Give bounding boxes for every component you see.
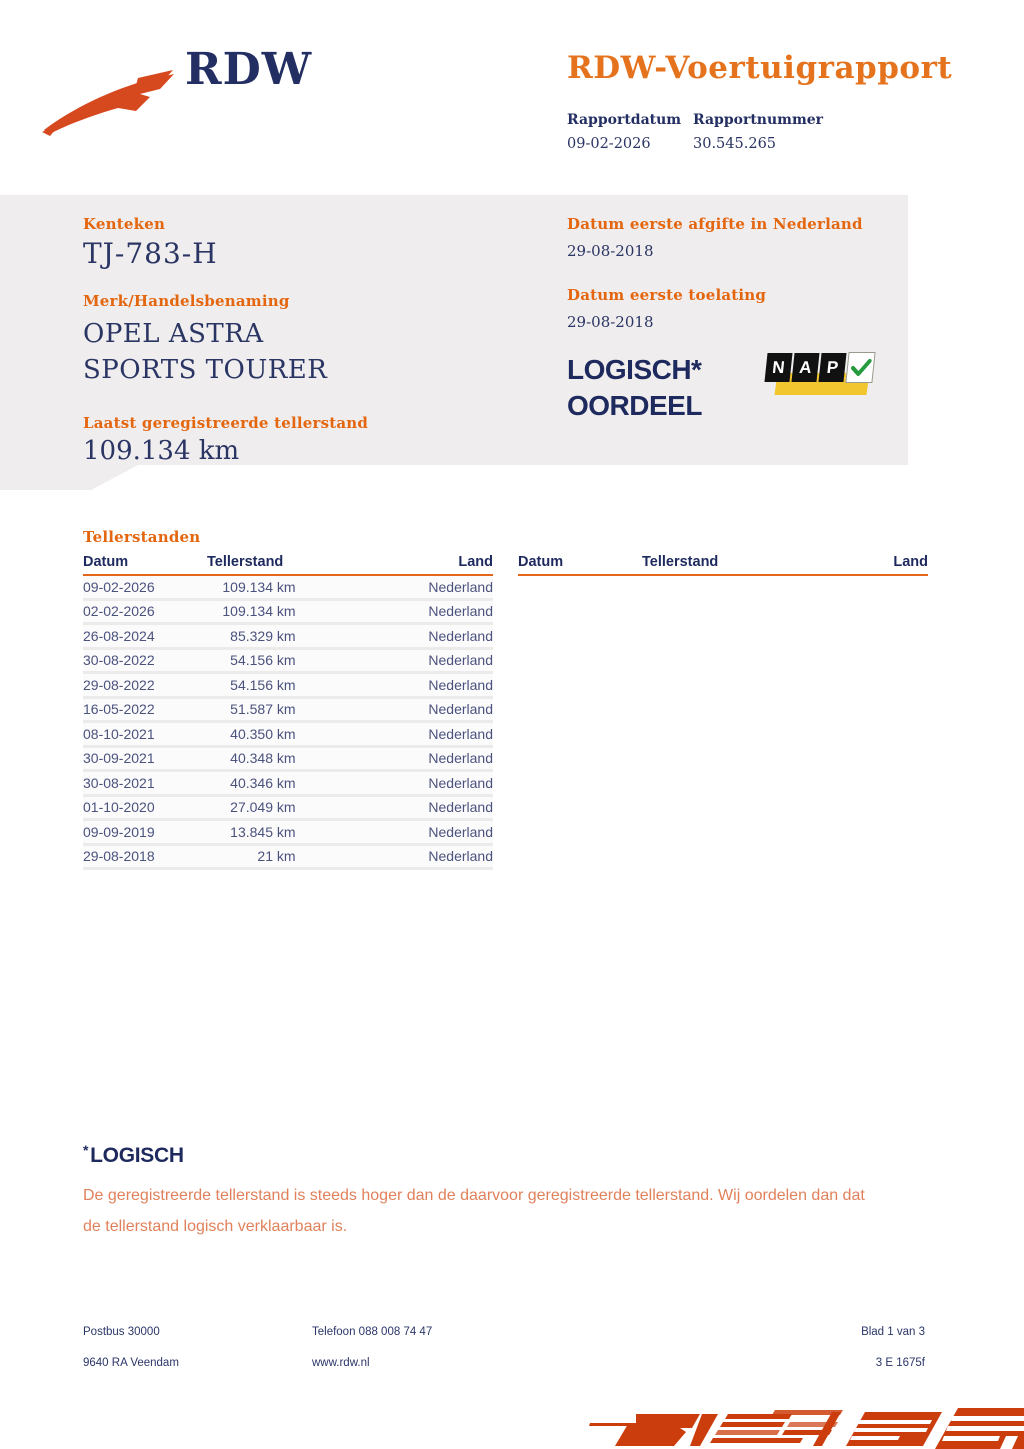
- cell-datum: 26-08-2024: [83, 627, 155, 644]
- cell-tellerstand: 109.134 km: [222, 578, 296, 595]
- tellerstand-value: 109.134 km: [83, 436, 240, 466]
- table-header: [83, 554, 493, 576]
- nap-letter-a: A: [791, 353, 819, 382]
- table-row: [83, 772, 493, 797]
- toelating-label: Datum eerste toelating: [567, 286, 767, 304]
- cell-tellerstand: 40.350 km: [230, 725, 296, 742]
- cell-datum: 16-05-2022: [83, 701, 155, 718]
- table-row: [83, 723, 493, 748]
- table-row: [83, 748, 493, 773]
- report-date-label: Rapportdatum: [567, 112, 682, 128]
- nap-logo: [766, 353, 876, 405]
- table-row: [83, 601, 493, 626]
- col-header-land: Land: [893, 554, 928, 570]
- table-row: [83, 699, 493, 724]
- tellerstand-label: Laatst geregistreerde tellerstand: [83, 414, 369, 432]
- report-number-label: Rapportnummer: [693, 112, 824, 128]
- cell-datum: 30-08-2021: [83, 774, 155, 791]
- meter-table-rows: [83, 576, 493, 870]
- merk-label: Merk/Handelsbenaming: [83, 292, 290, 310]
- vehicle-right-column: [567, 215, 927, 331]
- oordeel-line-1: LOGISCH*: [567, 354, 702, 385]
- cell-datum: 30-08-2022: [83, 652, 155, 669]
- cell-tellerstand: 40.346 km: [230, 774, 296, 791]
- table-row: [83, 797, 493, 822]
- col-header-tellerstand: Tellerstand: [642, 554, 719, 570]
- panel-corner-shape: [0, 465, 138, 490]
- afgifte-label: Datum eerste afgifte in Nederland: [567, 215, 863, 233]
- rdw-feather-icon: [40, 56, 180, 136]
- logisch-explanation: [83, 1142, 883, 1242]
- cell-land: Nederland: [428, 750, 493, 767]
- nap-letter-p: P: [818, 353, 846, 382]
- tellerstanden-title: Tellerstanden: [83, 528, 201, 546]
- nap-letter-n: N: [764, 353, 792, 382]
- cell-datum: 01-10-2020: [83, 799, 155, 816]
- cell-land: Nederland: [428, 725, 493, 742]
- cell-land: Nederland: [428, 799, 493, 816]
- cell-tellerstand: 51.587 km: [230, 701, 296, 718]
- cell-land: Nederland: [428, 652, 493, 669]
- footer-website: www.rdw.nl: [312, 1357, 370, 1369]
- toelating-date: 29-08-2018: [567, 313, 654, 331]
- explanation-heading-text: LOGISCH: [90, 1144, 184, 1167]
- kenteken-value: TJ-783-H: [83, 237, 218, 270]
- merk-value: [83, 316, 503, 388]
- table-row: [83, 674, 493, 699]
- report-date-value: 09-02-2026: [567, 136, 651, 152]
- kenteken-label: Kenteken: [83, 215, 166, 233]
- page-footer: [83, 1326, 925, 1388]
- col-header-datum: Datum: [518, 554, 564, 570]
- cell-tellerstand: 27.049 km: [230, 799, 296, 816]
- table-row: [83, 846, 493, 871]
- footer-address-line2: 9640 RA Veendam: [83, 1357, 179, 1369]
- cell-land: Nederland: [428, 578, 493, 595]
- cell-datum: 08-10-2021: [83, 725, 155, 742]
- cell-land: Nederland: [428, 848, 493, 865]
- meter-table-left: [83, 554, 493, 870]
- merk-line-1: OPEL ASTRA: [83, 319, 264, 349]
- cell-tellerstand: 54.156 km: [230, 652, 296, 669]
- cell-datum: 30-09-2021: [83, 750, 155, 767]
- nap-checkmark-icon: [845, 352, 875, 383]
- table-row: [83, 821, 493, 846]
- col-header-datum: Datum: [83, 554, 129, 570]
- table-row: [83, 650, 493, 675]
- footer-phone: Telefoon 088 008 74 47: [312, 1326, 433, 1338]
- col-header-tellerstand: Tellerstand: [207, 554, 284, 570]
- cell-datum: 29-08-2018: [83, 848, 155, 865]
- cell-datum: 29-08-2022: [83, 676, 155, 693]
- rdw-stripes-graphic: [560, 1390, 1024, 1449]
- cell-tellerstand: 85.329 km: [230, 627, 296, 644]
- table-row: [83, 576, 493, 601]
- asterisk-mark: *: [83, 1142, 89, 1158]
- footer-address-line1: Postbus 30000: [83, 1326, 160, 1338]
- cell-land: Nederland: [428, 676, 493, 693]
- explanation-heading: [83, 1142, 883, 1168]
- tellerstanden-section: [83, 528, 928, 870]
- vehicle-left-column: [83, 215, 503, 466]
- meter-table-right: [518, 554, 928, 870]
- table-row: [83, 625, 493, 650]
- cell-tellerstand: 54.156 km: [230, 676, 296, 693]
- cell-tellerstand: 21 km: [257, 848, 296, 865]
- header-logo: [40, 44, 460, 138]
- cell-land: Nederland: [428, 701, 493, 718]
- cell-datum: 09-02-2026: [83, 578, 155, 595]
- cell-tellerstand: 40.348 km: [230, 750, 296, 767]
- table-header: [518, 554, 928, 576]
- report-number-value: 30.545.265: [693, 136, 777, 152]
- cell-tellerstand: 109.134 km: [222, 603, 296, 620]
- cell-land: Nederland: [428, 823, 493, 840]
- oordeel-line-2: OORDEEL: [567, 390, 702, 421]
- rdw-logo-text: RDW: [185, 44, 313, 95]
- report-title: RDW-Voertuigrapport: [567, 50, 953, 86]
- report-header: [567, 50, 987, 152]
- cell-land: Nederland: [428, 774, 493, 791]
- cell-datum: 02-02-2026: [83, 603, 155, 620]
- afgifte-date: 29-08-2018: [567, 242, 654, 260]
- explanation-text: De geregistreerde tellerstand is steeds hoger dan de daarvoor geregistreerde tellerstand. Wij oordelen dan dat de tellerstand logisch verklaarbaar is.: [83, 1187, 865, 1235]
- col-header-land: Land: [458, 554, 493, 570]
- cell-land: Nederland: [428, 627, 493, 644]
- footer-page-number: Blad 1 van 3: [861, 1326, 925, 1338]
- merk-line-2: SPORTS TOURER: [83, 355, 328, 385]
- cell-datum: 09-09-2019: [83, 823, 155, 840]
- cell-land: Nederland: [428, 603, 493, 620]
- cell-tellerstand: 13.845 km: [230, 823, 296, 840]
- oordeel-verdict: [567, 352, 702, 424]
- footer-doc-code: 3 E 1675f: [875, 1357, 925, 1369]
